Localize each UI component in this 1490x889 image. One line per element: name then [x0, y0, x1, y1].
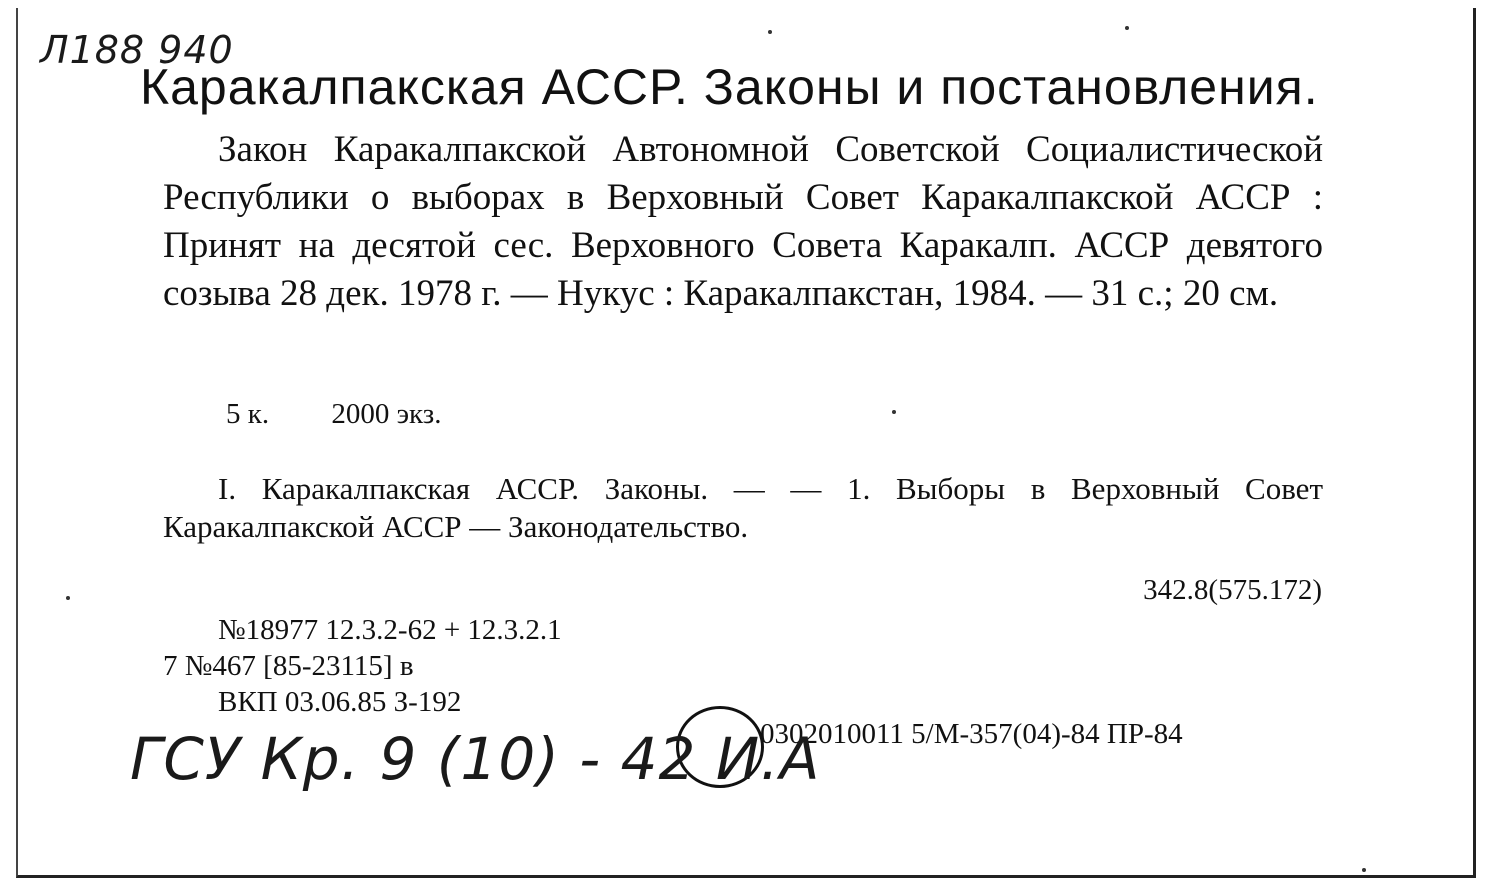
registration-line-3: ВКП 03.06.85 З-192 — [218, 686, 462, 718]
library-note-handwritten: ГСУ Кр. 9 (10) - 42 И.А — [130, 725, 821, 793]
shelfmark-handwritten: Л188 940 — [40, 28, 234, 72]
price: 5 к. — [226, 398, 270, 430]
speck — [768, 30, 772, 34]
subject-headings: I. Каракалпакская АССР. Законы. — — 1. Выборы в Верховный Совет Каракалпакской АССР — Законодательство. — [163, 471, 1323, 544]
registration-line-1: №18977 12.3.2-62 + 12.3.2.1 — [218, 614, 562, 646]
price-line — [226, 398, 496, 431]
registration-line-2: 7 №467 [85-23115] в — [163, 650, 414, 682]
description-text: Закон Каракалпакской Автономной Советской Социалистической Республики о выборах в Верховный Совет Каракалпакской АССР : Принят на десятой сес. Верховного Совета Каракалп. АССР девятого созыва 28 дек. 1978 г. — Нукус : Каракалпакстан, 1984. — 31 с.; 20 см. — [163, 129, 1323, 314]
udc-classification: 342.8(575.172) — [1143, 574, 1322, 606]
speck — [66, 596, 70, 600]
publication-code: 0302010011 5/М-357(04)-84 ПР-84 — [760, 718, 1183, 750]
speck — [1362, 868, 1366, 872]
print-run: 2000 экз. — [331, 398, 442, 430]
card-heading: Каракалпакская АССР. Законы и постановления. — [140, 59, 1319, 115]
speck — [892, 410, 896, 414]
speck — [1125, 26, 1129, 30]
bibliographic-description — [163, 126, 1323, 318]
